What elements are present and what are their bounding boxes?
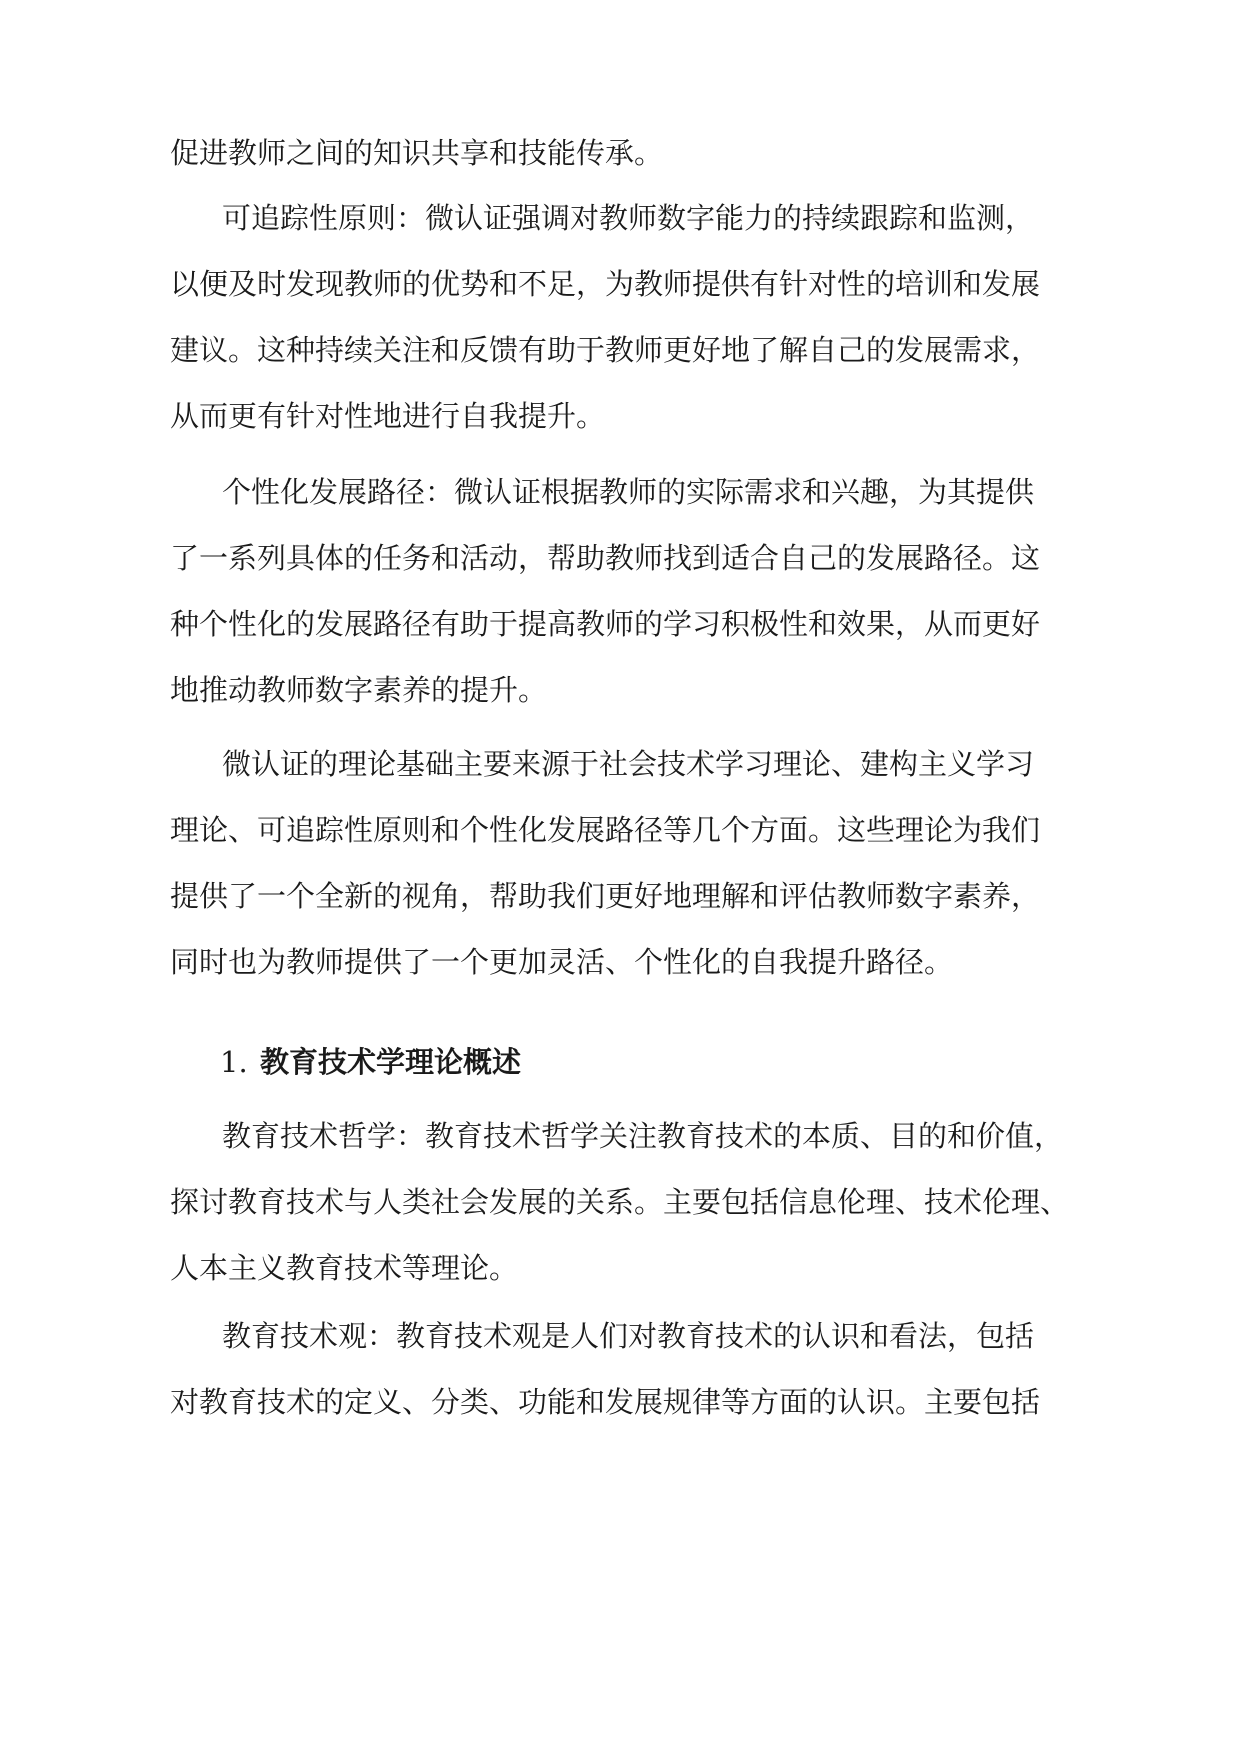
paragraph-line: [0, 131, 1241, 175]
paragraph-line: [0, 1380, 1241, 1424]
text-line: 以便及时发现教师的优势和不足，为教师提供有针对性的培训和发展: [170, 267, 1041, 301]
text-line: 个性化发展路径：微认证根据教师的实际需求和兴趣，为其提供: [222, 475, 1035, 509]
paragraph-line: [0, 1114, 1241, 1158]
paragraph-line: [0, 196, 1241, 240]
text-line: 地推动教师数字素养的提升。: [170, 673, 548, 707]
paragraph-line: [0, 536, 1241, 580]
text-line: 促进教师之间的知识共享和技能传承。: [170, 136, 664, 170]
heading-number: 1.: [220, 1045, 248, 1079]
text-line: 从而更有针对性地进行自我提升。: [170, 399, 606, 433]
paragraph-line: [0, 470, 1241, 514]
paragraph-line: [0, 742, 1241, 786]
text-line: 同时也为教师提供了一个更加灵活、个性化的自我提升路径。: [170, 945, 954, 979]
text-line: 人本主义教育技术等理论。: [170, 1251, 519, 1285]
paragraph-line: [0, 668, 1241, 712]
text-line: 了一系列具体的任务和活动，帮助教师找到适合自己的发展路径。这: [170, 541, 1041, 575]
section-heading: [0, 1040, 1241, 1084]
paragraph-line: [0, 874, 1241, 918]
text-line: 理论、可追踪性原则和个性化发展路径等几个方面。这些理论为我们: [170, 813, 1041, 847]
text-line: 探讨教育技术与人类社会发展的关系。主要包括信息伦理、技术伦理、: [170, 1185, 1070, 1219]
text-line: 教育技术观：教育技术观是人们对教育技术的认识和看法，包括: [222, 1319, 1035, 1353]
text-line: 教育技术哲学：教育技术哲学关注教育技术的本质、目的和价值，: [222, 1119, 1064, 1153]
text-line: 对教育技术的定义、分类、功能和发展规律等方面的认识。主要包括: [170, 1385, 1041, 1419]
heading-title: 教育技术学理论概述: [260, 1045, 522, 1079]
text-line: 可追踪性原则：微认证强调对教师数字能力的持续跟踪和监测，: [222, 201, 1035, 235]
text-line: 提供了一个全新的视角，帮助我们更好地理解和评估教师数字素养，: [170, 879, 1041, 913]
paragraph-line: [0, 394, 1241, 438]
text-line: 种个性化的发展路径有助于提高教师的学习积极性和效果，从而更好: [170, 607, 1041, 641]
paragraph-line: [0, 262, 1241, 306]
paragraph-line: [0, 1180, 1241, 1224]
paragraph-line: [0, 940, 1241, 984]
paragraph-line: [0, 1246, 1241, 1290]
text-line: 建议。这种持续关注和反馈有助于教师更好地了解自己的发展需求，: [170, 333, 1041, 367]
paragraph-line: [0, 328, 1241, 372]
paragraph-line: [0, 602, 1241, 646]
paragraph-line: [0, 1314, 1241, 1358]
text-line: 微认证的理论基础主要来源于社会技术学习理论、建构主义学习: [222, 747, 1035, 781]
paragraph-line: [0, 808, 1241, 852]
